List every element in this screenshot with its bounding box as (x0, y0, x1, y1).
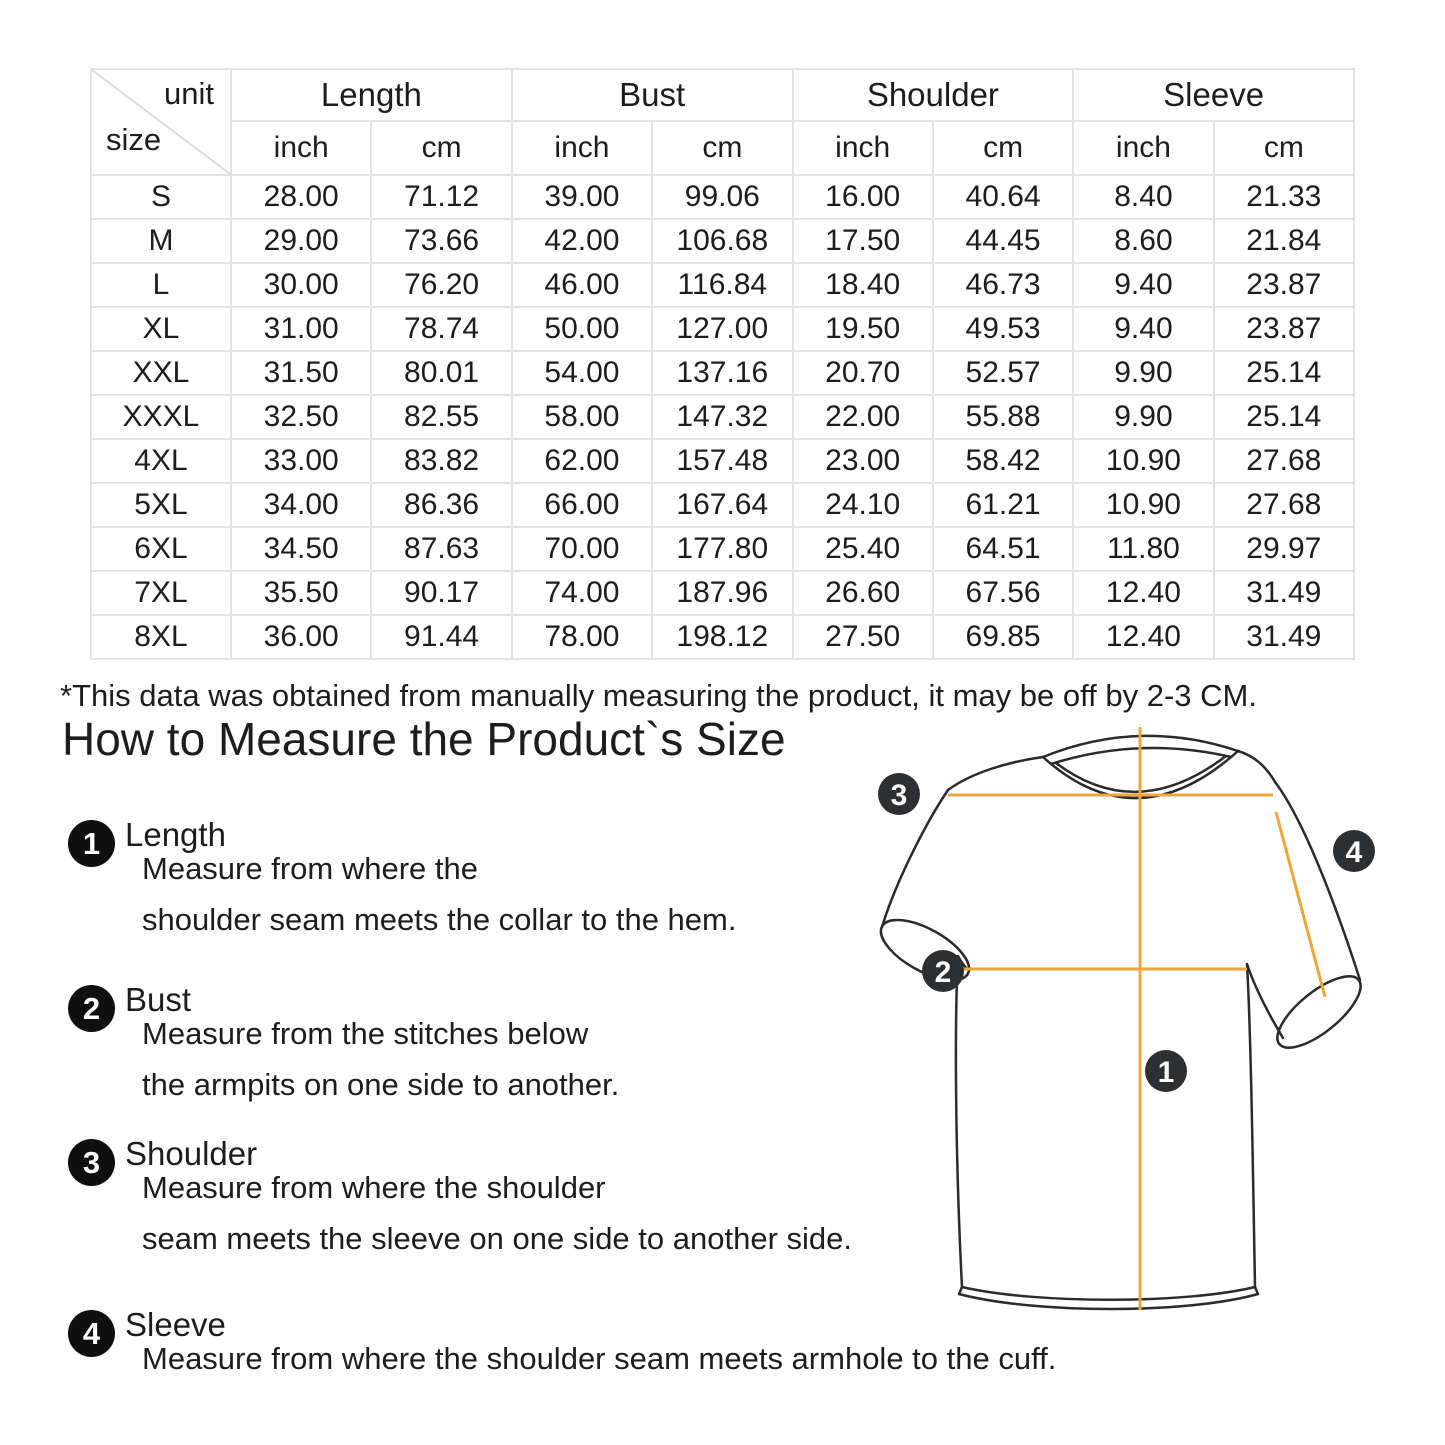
instruction-length (62, 818, 902, 936)
measurement-cell: 34.00 (231, 483, 371, 527)
size-cell: 6XL (91, 527, 231, 571)
unit-header-cell: cm (933, 121, 1073, 175)
measurement-cell: 32.50 (231, 395, 371, 439)
size-cell: M (91, 219, 231, 263)
measurement-cell: 91.44 (371, 615, 511, 659)
measurement-cell: 27.68 (1214, 483, 1354, 527)
size-cell: 5XL (91, 483, 231, 527)
size-cell: S (91, 175, 231, 219)
instruction-text: Measure from where the shoulder (142, 1170, 606, 1205)
measurement-cell: 9.90 (1073, 351, 1213, 395)
measurement-cell: 167.64 (652, 483, 792, 527)
instruction-text: Measure from where the (142, 851, 478, 886)
measurement-cell: 10.90 (1073, 483, 1213, 527)
size-cell: 7XL (91, 571, 231, 615)
measurement-cell: 137.16 (652, 351, 792, 395)
table-row (91, 307, 1354, 351)
measurement-cell: 36.00 (231, 615, 371, 659)
group-header-sleeve: Sleeve (1073, 69, 1354, 121)
step-2-badge: 2 (68, 985, 115, 1032)
unit-header-cell: inch (231, 121, 371, 175)
measurement-cell: 8.60 (1073, 219, 1213, 263)
instruction-title: Length (125, 816, 226, 853)
instruction-text: Measure from the stitches below (142, 1016, 589, 1051)
marker-3 (878, 773, 920, 815)
marker-4 (1333, 830, 1375, 872)
instruction-text: shoulder seam meets the collar to the hem. (142, 902, 737, 937)
unit-header-cell: inch (512, 121, 652, 175)
table-row (91, 483, 1354, 527)
measurement-cell: 29.97 (1214, 527, 1354, 571)
instruction-title: Bust (125, 981, 192, 1018)
measurement-cell: 86.36 (371, 483, 511, 527)
measurement-cell: 52.57 (933, 351, 1073, 395)
measurement-cell: 10.90 (1073, 439, 1213, 483)
tshirt-measurement-diagram (855, 712, 1385, 1352)
measurement-cell: 25.40 (793, 527, 933, 571)
measurement-cell: 25.14 (1214, 351, 1354, 395)
corner-cell (91, 69, 231, 175)
measurement-cell: 62.00 (512, 439, 652, 483)
size-table (90, 68, 1355, 660)
measurement-cell: 39.00 (512, 175, 652, 219)
measurement-cell: 78.00 (512, 615, 652, 659)
measurement-cell: 12.40 (1073, 571, 1213, 615)
size-cell: XL (91, 307, 231, 351)
corner-size-label: size (106, 122, 162, 157)
table-row (91, 175, 1354, 219)
measurement-cell: 35.50 (231, 571, 371, 615)
sleeve-measure-line (1276, 812, 1325, 997)
measurement-cell: 44.45 (933, 219, 1073, 263)
svg-text:3: 3 (890, 779, 908, 812)
measurement-cell: 74.00 (512, 571, 652, 615)
measurement-cell: 16.00 (793, 175, 933, 219)
measurement-cell: 147.32 (652, 395, 792, 439)
measurement-cell: 49.53 (933, 307, 1073, 351)
measurement-cell: 58.42 (933, 439, 1073, 483)
measurement-cell: 90.17 (371, 571, 511, 615)
table-row (91, 219, 1354, 263)
measurement-cell: 23.00 (793, 439, 933, 483)
svg-text:2: 2 (934, 956, 952, 989)
measurement-cell: 18.40 (793, 263, 933, 307)
measurement-cell: 31.49 (1214, 615, 1354, 659)
table-row (91, 571, 1354, 615)
measurement-cell: 9.40 (1073, 307, 1213, 351)
measurement-cell: 69.85 (933, 615, 1073, 659)
unit-header-cell: inch (1073, 121, 1213, 175)
measurement-cell: 9.90 (1073, 395, 1213, 439)
page-title: How to Measure the Product`s Size (62, 713, 786, 765)
measurement-cell: 58.00 (512, 395, 652, 439)
table-row (91, 527, 1354, 571)
table-row (91, 263, 1354, 307)
measurement-cell: 22.00 (793, 395, 933, 439)
instruction-bust (62, 983, 902, 1101)
measurement-cell: 61.21 (933, 483, 1073, 527)
measurement-cell: 30.00 (231, 263, 371, 307)
group-header-length: Length (231, 69, 512, 121)
svg-text:1: 1 (1157, 1056, 1175, 1089)
measurement-cell: 27.50 (793, 615, 933, 659)
measurement-cell: 67.56 (933, 571, 1073, 615)
instruction-title: Sleeve (125, 1306, 226, 1343)
measurement-cell: 11.80 (1073, 527, 1213, 571)
group-header-shoulder: Shoulder (793, 69, 1074, 121)
size-cell: 8XL (91, 615, 231, 659)
measurement-cell: 8.40 (1073, 175, 1213, 219)
measurement-cell: 26.60 (793, 571, 933, 615)
unit-header-cell: inch (793, 121, 933, 175)
measurement-cell: 27.68 (1214, 439, 1354, 483)
size-cell: 4XL (91, 439, 231, 483)
measurement-cell: 42.00 (512, 219, 652, 263)
measurement-cell: 177.80 (652, 527, 792, 571)
measurement-cell: 17.50 (793, 219, 933, 263)
table-row (91, 351, 1354, 395)
group-header-bust: Bust (512, 69, 793, 121)
table-group-header-row (91, 69, 1354, 121)
measurement-cell: 66.00 (512, 483, 652, 527)
measurement-cell: 40.64 (933, 175, 1073, 219)
measurement-cell: 127.00 (652, 307, 792, 351)
measurement-disclaimer: *This data was obtained from manually measuring the product, it may be off by 2-3 CM. (60, 678, 1257, 713)
unit-header-cell: cm (1214, 121, 1354, 175)
instruction-shoulder (62, 1137, 902, 1255)
unit-header-cell: cm (652, 121, 792, 175)
measurement-cell: 73.66 (371, 219, 511, 263)
measurement-cell: 46.73 (933, 263, 1073, 307)
table-row (91, 395, 1354, 439)
table-row (91, 439, 1354, 483)
measurement-cell: 99.06 (652, 175, 792, 219)
measurement-cell: 33.00 (231, 439, 371, 483)
measurement-cell: 87.63 (371, 527, 511, 571)
measurement-cell: 34.50 (231, 527, 371, 571)
measurement-cell: 198.12 (652, 615, 792, 659)
measurement-cell: 29.00 (231, 219, 371, 263)
measurement-cell: 31.49 (1214, 571, 1354, 615)
marker-1 (1145, 1050, 1187, 1092)
measurement-cell: 106.68 (652, 219, 792, 263)
measurement-cell: 55.88 (933, 395, 1073, 439)
measurement-cell: 28.00 (231, 175, 371, 219)
measurement-cell: 83.82 (371, 439, 511, 483)
instruction-text: Measure from where the shoulder seam meets armhole to the cuff. (142, 1341, 1057, 1376)
measurement-cell: 12.40 (1073, 615, 1213, 659)
table-row (91, 615, 1354, 659)
size-cell: L (91, 263, 231, 307)
marker-2 (922, 950, 964, 992)
measurement-cell: 25.14 (1214, 395, 1354, 439)
step-4-badge: 4 (68, 1310, 115, 1357)
table-unit-header-row (91, 121, 1354, 175)
measurement-cell: 187.96 (652, 571, 792, 615)
instruction-sleeve (62, 1306, 1057, 1376)
measurement-cell: 70.00 (512, 527, 652, 571)
measurement-cell: 71.12 (371, 175, 511, 219)
measurement-cell: 76.20 (371, 263, 511, 307)
measurement-cell: 31.50 (231, 351, 371, 395)
measurement-cell: 24.10 (793, 483, 933, 527)
measurement-cell: 31.00 (231, 307, 371, 351)
measurement-cell: 80.01 (371, 351, 511, 395)
instruction-title: Shoulder (125, 1135, 258, 1172)
step-3-badge: 3 (68, 1139, 115, 1186)
instruction-text: the armpits on one side to another. (142, 1067, 620, 1102)
unit-header-cell: cm (371, 121, 511, 175)
measurement-cell: 82.55 (371, 395, 511, 439)
measurement-cell: 21.84 (1214, 219, 1354, 263)
measurement-cell: 23.87 (1214, 307, 1354, 351)
measurement-cell: 64.51 (933, 527, 1073, 571)
svg-text:4: 4 (1345, 836, 1363, 869)
tshirt-outline (855, 712, 1385, 1352)
measurement-cell: 50.00 (512, 307, 652, 351)
measurement-cell: 116.84 (652, 263, 792, 307)
size-cell: XXL (91, 351, 231, 395)
measurement-cell: 54.00 (512, 351, 652, 395)
measurement-cell: 78.74 (371, 307, 511, 351)
measurement-cell: 19.50 (793, 307, 933, 351)
instruction-text: seam meets the sleeve on one side to another side. (142, 1221, 852, 1256)
corner-unit-label: unit (164, 76, 214, 111)
size-cell: XXXL (91, 395, 231, 439)
measurement-cell: 9.40 (1073, 263, 1213, 307)
step-1-badge: 1 (68, 820, 115, 867)
measurement-cell: 20.70 (793, 351, 933, 395)
measurement-cell: 21.33 (1214, 175, 1354, 219)
measurement-cell: 157.48 (652, 439, 792, 483)
measurement-cell: 46.00 (512, 263, 652, 307)
measurement-cell: 23.87 (1214, 263, 1354, 307)
